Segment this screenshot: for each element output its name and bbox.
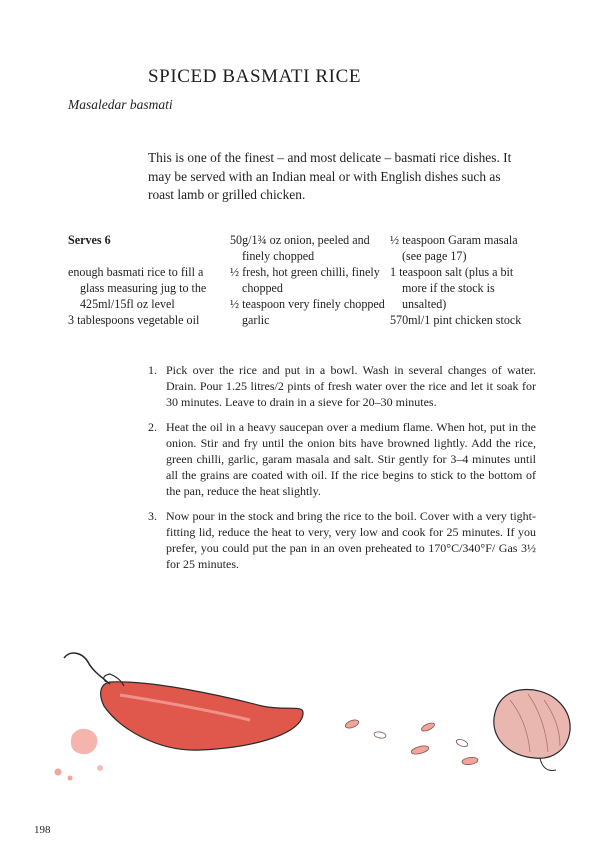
ingredient-item: 1 teaspoon salt (plus a bit more if the stock is unsalted) <box>390 265 514 311</box>
step-text: Heat the oil in a heavy saucepan over a medium flame. When hot, put in the onion. Stir and fry until the onion bits have browned lightly. Add the rice, green chilli, garlic, garam masala and salt. Stir gently for 3–4 minutes until all the grains are coated with oil. If the rice begins to stick to the bottom of the pan, reduce the heat slightly. <box>166 419 536 499</box>
ingredient-item: 3 tablespoons vegetable oil <box>68 313 200 327</box>
ingredient-item: ½ fresh, hot green chilli, finely chopped <box>230 265 380 295</box>
method-steps <box>148 362 536 580</box>
step-number: 2. <box>148 419 157 434</box>
step-text: Pick over the rice and put in a bowl. Wash in several changes of water. Drain. Pour 1.25 litres/2 pints of fresh water over the rice and let it soak for 30 minutes. Leave to drain in a sieve for 20–30 minutes. <box>166 363 536 410</box>
spice-illustration <box>0 640 600 800</box>
chilli-seeds <box>344 718 478 765</box>
serves-label: Serves 6 <box>68 233 111 247</box>
recipe-subtitle: Masaledar basmati <box>68 97 173 112</box>
step-text: Now pour in the stock and bring the rice to the boil. Cover with a very tight-fitting lid, reduce the heat to very, very low and cook for 25 minutes. If you prefer, you could put the pan in an oven preheated to 170°C/340°F/ Gas 3½ for 25 minutes. <box>166 508 536 572</box>
ingredient-item: enough basmati rice to fill a glass measuring jug to the 425ml/15fl oz level <box>68 265 207 311</box>
ingredient-item: ½ teaspoon very finely chopped garlic <box>230 297 385 327</box>
step-number: 1. <box>148 363 157 377</box>
onion-drawing <box>494 689 570 770</box>
paint-splashes <box>55 729 104 781</box>
method-step <box>148 419 536 500</box>
ingredient-item: 570ml/1 pint chicken stock <box>390 313 522 327</box>
recipe-title: SPICED BASMATI RICE <box>148 66 362 87</box>
method-step <box>148 508 536 573</box>
recipe-intro: This is one of the finest – and most delicate – basmati rice dishes. It may be served with an Indian meal or with English dishes such as roast lamb or grilled chicken. <box>148 150 512 202</box>
ingredients-column-1 <box>68 232 228 328</box>
ingredient-item: ½ teaspoon Garam masala (see page 17) <box>390 233 518 263</box>
ingredients-column-3 <box>390 232 540 328</box>
step-number: 3. <box>148 508 157 523</box>
method-step <box>148 362 536 411</box>
chilli-drawing <box>64 653 303 750</box>
page-number: 198 <box>34 824 51 836</box>
ingredient-item: 50g/1¾ oz onion, peeled and finely chopped <box>230 233 370 263</box>
ingredients-column-2 <box>230 232 385 328</box>
